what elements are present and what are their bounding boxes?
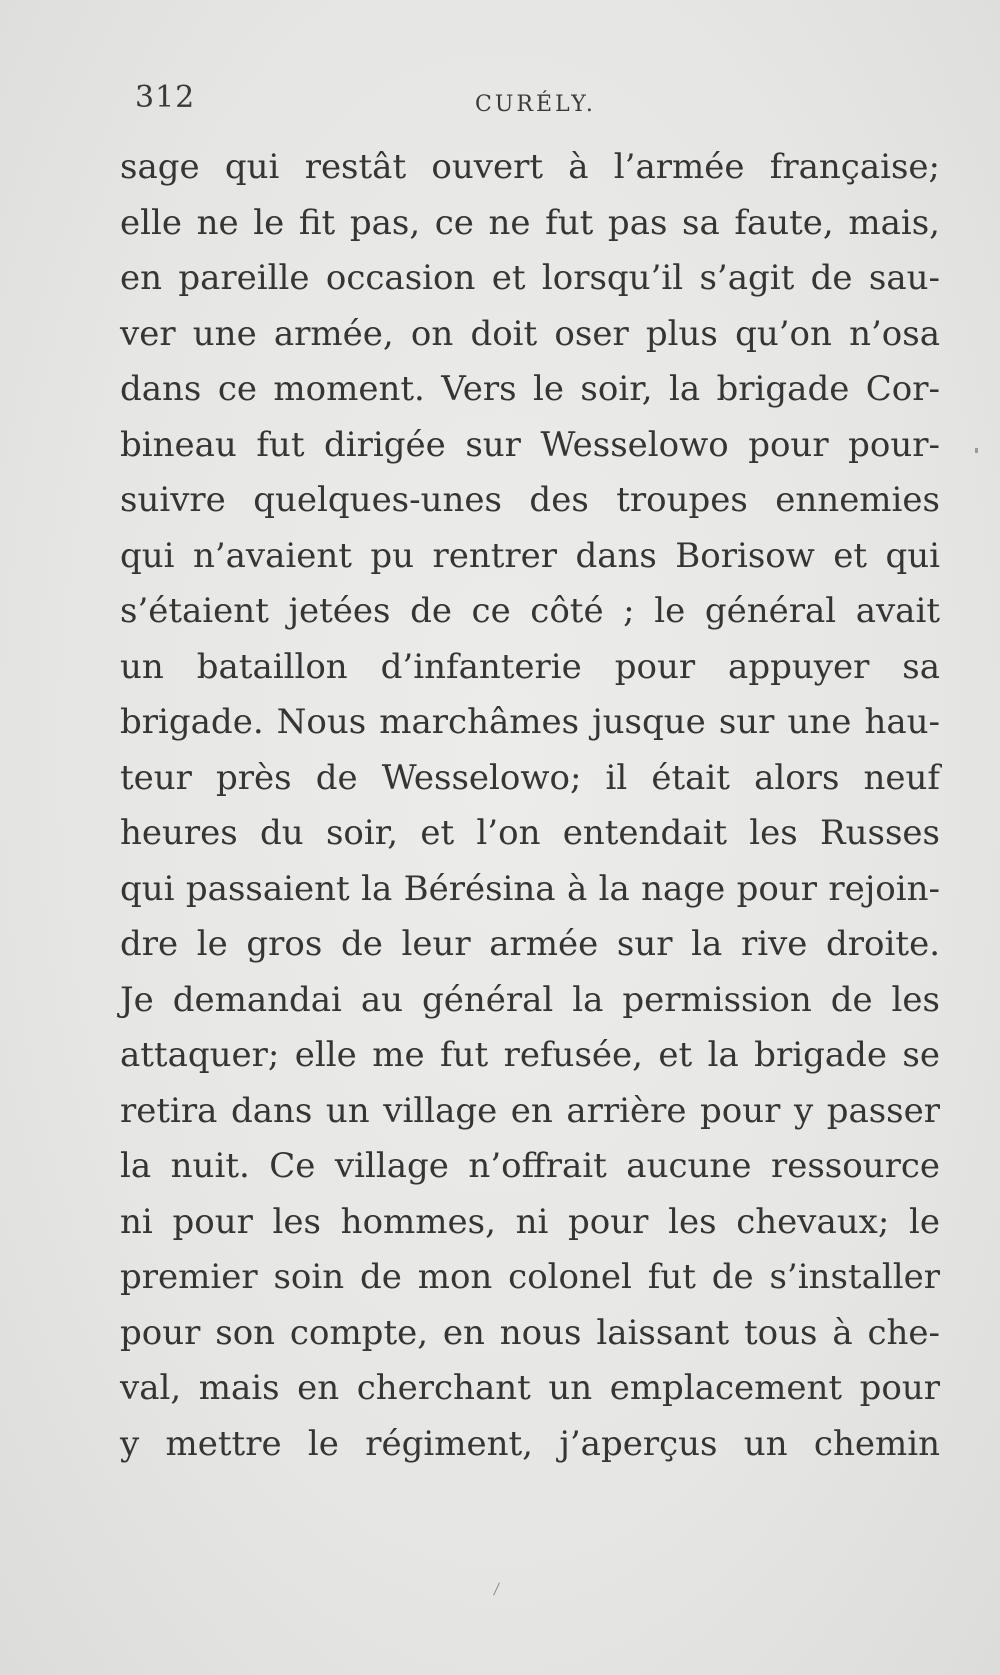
text-line: pour son compte, en nous laissant tous à che- [120,1312,940,1353]
running-head: CURÉLY. [475,92,596,117]
text-line: s’étaient jetées de ce côté ; le général avait [120,591,940,631]
text-line: elle ne le fit pas, ce ne fut pas sa faute, mais, [120,202,940,243]
text-line: qui passaient la Bérésina à la nage pour rejoin- [120,868,940,909]
text-line: suivre quelques-unes des troupes ennemies [120,480,940,520]
paper-mark [493,1582,500,1595]
text-line: sage qui restât ouvert à l’armée française; [120,147,940,187]
text-line: un bataillon d’infanterie pour appuyer sa [120,646,940,687]
text-line: brigade. Nous marchâmes jusque sur une hau- [120,702,940,742]
text-line: dans ce moment. Vers le soir, la brigade Cor- [120,369,940,409]
text-line: la nuit. Ce village n’offrait aucune ressource [120,1146,940,1186]
text-line: Je demandai au général la permission de les [120,979,940,1020]
text-line: premier soin de mon colonel fut de s’installer [120,1257,940,1297]
text-line: en pareille occasion et lorsqu’il s’agit de sau- [120,258,940,298]
text-line: attaquer; elle me fut refusée, et la brigade se [120,1035,940,1075]
text-line: val, mais en cherchant un emplacement pour [120,1368,940,1408]
text-line: dre le gros de leur armée sur la rive droite. [120,924,940,964]
text-line: heures du soir, et l’on entendait les Russes [120,813,940,853]
text-line: retira dans un village en arrière pour y passer [120,1090,940,1131]
text-line: qui n’avaient pu rentrer dans Borisow et qui [120,535,940,576]
text-line: ver une armée, on doit oser plus qu’on n’osa [120,313,940,354]
text-line: bineau fut dirigée sur Wesselowo pour pour- [120,424,940,465]
paper-speck [975,448,978,453]
text-line: ni pour les hommes, ni pour les chevaux; le [120,1201,940,1242]
text-line: teur près de Wesselowo; il était alors neuf [120,757,940,798]
page-header [0,0,1000,140]
page-number: 312 [135,80,196,115]
body-text [120,140,940,1472]
text-line: y mettre le régiment, j’aperçus un chemin [120,1423,940,1464]
